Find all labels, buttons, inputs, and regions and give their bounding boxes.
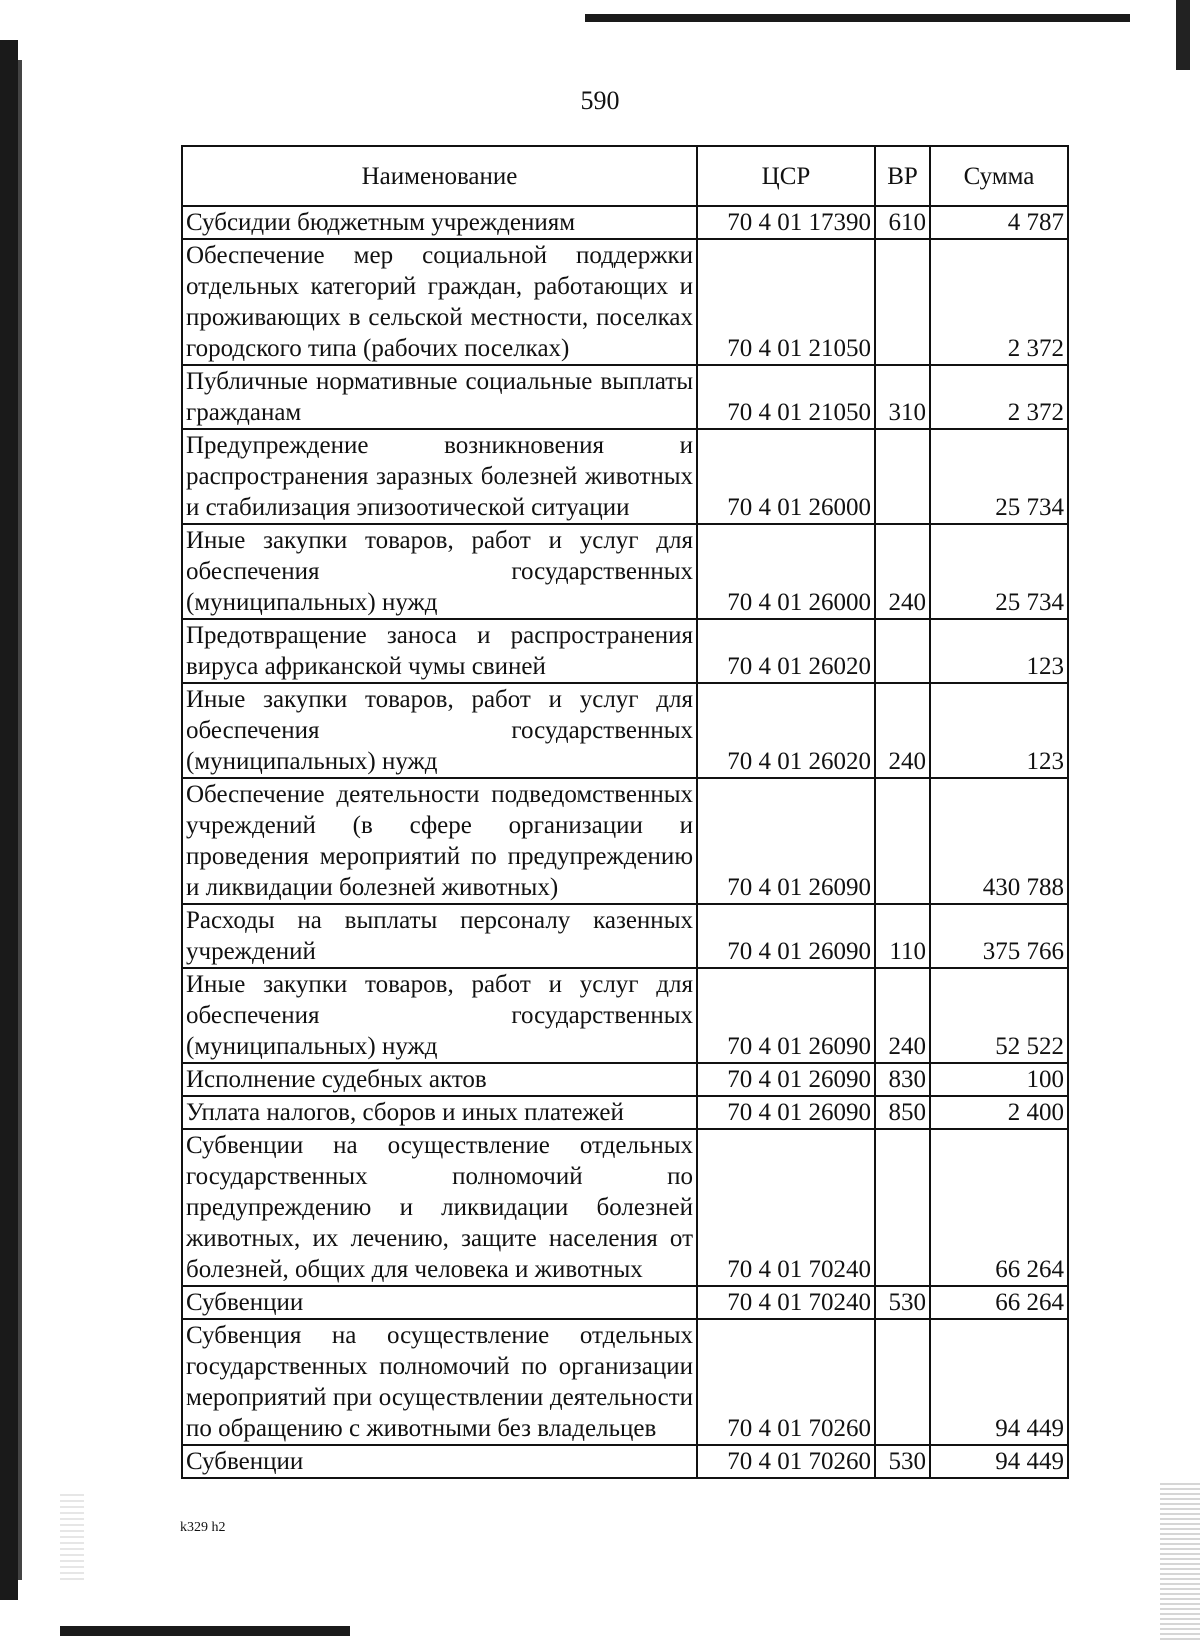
budget-table (181, 145, 1069, 1479)
name-cell: Предотвращение заноса и распространения вируса африканской чумы свиней (182, 619, 697, 683)
vr-cell: 310 (875, 365, 930, 429)
table-row (182, 206, 1068, 239)
vr-cell: 530 (875, 1286, 930, 1319)
sum-cell: 25 734 (930, 429, 1068, 524)
scan-edge-left (0, 40, 18, 1600)
csr-cell: 70 4 01 26020 (697, 683, 875, 778)
csr-cell: 70 4 01 21050 (697, 365, 875, 429)
vr-cell: 110 (875, 904, 930, 968)
sum-cell: 66 264 (930, 1129, 1068, 1286)
scan-noise-left (60, 1490, 84, 1580)
sum-cell: 2 372 (930, 239, 1068, 365)
sum-cell: 4 787 (930, 206, 1068, 239)
vr-cell: 240 (875, 683, 930, 778)
table-row (182, 1286, 1068, 1319)
scan-edge-left-inner (18, 60, 22, 1580)
name-cell: Обеспечение мер социальной поддержки отдельных категорий граждан, работающих и проживающих в сельской местности, поселках городского типа (рабочих поселках) (182, 239, 697, 365)
vr-cell (875, 1319, 930, 1445)
table-row (182, 429, 1068, 524)
scan-edge-top (585, 14, 1130, 22)
vr-cell (875, 1129, 930, 1286)
sum-cell: 375 766 (930, 904, 1068, 968)
sum-cell: 123 (930, 683, 1068, 778)
name-cell: Субвенции (182, 1445, 697, 1478)
vr-cell: 240 (875, 968, 930, 1063)
name-cell: Субсидии бюджетным учреждениям (182, 206, 697, 239)
name-cell: Иные закупки товаров, работ и услуг для обеспечения государственных (муниципальных) нужд (182, 968, 697, 1063)
sum-cell: 66 264 (930, 1286, 1068, 1319)
table-row (182, 968, 1068, 1063)
table-row (182, 524, 1068, 619)
table-row (182, 1445, 1068, 1478)
sum-cell: 2 372 (930, 365, 1068, 429)
vr-cell: 530 (875, 1445, 930, 1478)
vr-cell: 610 (875, 206, 930, 239)
name-cell: Уплата налогов, сборов и иных платежей (182, 1096, 697, 1129)
name-cell: Иные закупки товаров, работ и услуг для обеспечения государственных (муниципальных) нужд (182, 524, 697, 619)
vr-cell: 830 (875, 1063, 930, 1096)
header-sum: Сумма (930, 146, 1068, 206)
name-cell: Субвенции на осуществление отдельных государственных полномочий по предупреждению и ликвидации болезней животных, их лечению, защите населения от болезней, общих для человека и животных (182, 1129, 697, 1286)
table-row (182, 1129, 1068, 1286)
name-cell: Субвенции (182, 1286, 697, 1319)
csr-cell: 70 4 01 70260 (697, 1319, 875, 1445)
csr-cell: 70 4 01 26090 (697, 1096, 875, 1129)
sum-cell: 94 449 (930, 1445, 1068, 1478)
table-row (182, 1319, 1068, 1445)
sum-cell: 123 (930, 619, 1068, 683)
scan-edge-bottom (60, 1626, 350, 1636)
csr-cell: 70 4 01 26090 (697, 1063, 875, 1096)
sum-cell: 25 734 (930, 524, 1068, 619)
csr-cell: 70 4 01 26000 (697, 429, 875, 524)
csr-cell: 70 4 01 26090 (697, 904, 875, 968)
vr-cell (875, 778, 930, 904)
csr-cell: 70 4 01 26000 (697, 524, 875, 619)
csr-cell: 70 4 01 70240 (697, 1286, 875, 1319)
page-number: 590 (580, 86, 620, 115)
footer-code: k329 h2 (180, 1520, 226, 1535)
csr-cell: 70 4 01 26090 (697, 968, 875, 1063)
table-row (182, 904, 1068, 968)
sum-cell: 430 788 (930, 778, 1068, 904)
sum-cell: 52 522 (930, 968, 1068, 1063)
sum-cell: 2 400 (930, 1096, 1068, 1129)
header-csr: ЦСР (697, 146, 875, 206)
table-row (182, 1063, 1068, 1096)
header-name: Наименование (182, 146, 697, 206)
table-row (182, 683, 1068, 778)
csr-cell: 70 4 01 70240 (697, 1129, 875, 1286)
name-cell: Предупреждение возникновения и распространения заразных болезней животных и стабилизация эпизоотической ситуации (182, 429, 697, 524)
sum-cell: 94 449 (930, 1319, 1068, 1445)
table-row (182, 239, 1068, 365)
vr-cell: 850 (875, 1096, 930, 1129)
vr-cell (875, 239, 930, 365)
table-body (182, 206, 1068, 1478)
header-vr: ВР (875, 146, 930, 206)
table-row (182, 619, 1068, 683)
table-row (182, 1096, 1068, 1129)
name-cell: Расходы на выплаты персоналу казенных учреждений (182, 904, 697, 968)
name-cell: Обеспечение деятельности подведомственных учреждений (в сфере организации и проведения мероприятий по предупреждению и ликвидации болезней животных) (182, 778, 697, 904)
scan-edge-right (1176, 0, 1190, 70)
csr-cell: 70 4 01 70260 (697, 1445, 875, 1478)
csr-cell: 70 4 01 26020 (697, 619, 875, 683)
vr-cell (875, 619, 930, 683)
scan-noise-right (1160, 1480, 1200, 1640)
csr-cell: 70 4 01 26090 (697, 778, 875, 904)
name-cell: Исполнение судебных актов (182, 1063, 697, 1096)
vr-cell (875, 429, 930, 524)
vr-cell: 240 (875, 524, 930, 619)
name-cell: Иные закупки товаров, работ и услуг для обеспечения государственных (муниципальных) нужд (182, 683, 697, 778)
csr-cell: 70 4 01 17390 (697, 206, 875, 239)
sum-cell: 100 (930, 1063, 1068, 1096)
table-row (182, 778, 1068, 904)
name-cell: Публичные нормативные социальные выплаты гражданам (182, 365, 697, 429)
name-cell: Субвенция на осуществление отдельных государственных полномочий по организации мероприятий при осуществлении деятельности по обращению с животными без владельцев (182, 1319, 697, 1445)
csr-cell: 70 4 01 21050 (697, 239, 875, 365)
table-header-row (182, 146, 1068, 206)
table-row (182, 365, 1068, 429)
